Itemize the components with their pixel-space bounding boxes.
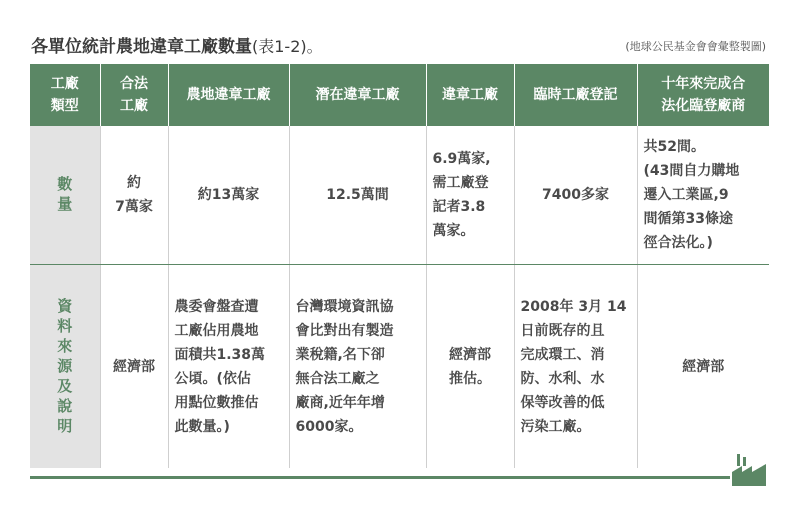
page-title <box>31 32 323 57</box>
table-cell: 約13萬家 <box>168 126 289 265</box>
header-legal: 合法 工廠 <box>100 64 168 126</box>
header-illegal: 違章工廠 <box>426 64 514 126</box>
header-type: 工廠 類型 <box>30 64 100 126</box>
table-cell: 台灣環境資訊協 會比對出有製造 業稅籍,名下卻 無合法工廠之 廠商,近年年增 6000家。 <box>289 265 426 469</box>
header-row <box>30 64 769 126</box>
table-cell: 農委會盤查遭 工廠佔用農地 面積共1.38萬 公頃。(依佔 用點位數推估 此數量。) <box>168 265 289 469</box>
factory-count-table <box>30 64 769 468</box>
table-cell: 6.9萬家, 需工廠登 記者3.8 萬家。 <box>426 126 514 265</box>
header-potential-illegal: 潛在違章工廠 <box>289 64 426 126</box>
header-legalized: 十年來完成合 法化臨登廠商 <box>637 64 769 126</box>
table-row <box>30 265 769 469</box>
bottom-divider <box>30 476 730 479</box>
source-note: (地球公民基金會會彙整製圖) <box>625 40 766 53</box>
title-text: 各單位統計農地違章工廠數量 <box>31 37 252 57</box>
row-label-source: 資料來源及說明 <box>30 265 100 469</box>
table-cell: 12.5萬間 <box>289 126 426 265</box>
table-cell: 共52間。 (43間自力購地 遷入工業區,9 間循第33條途 徑合法化。) <box>637 126 769 265</box>
factory-icon <box>730 452 768 488</box>
header-temporary-registration: 臨時工廠登記 <box>514 64 637 126</box>
table-cell: 經濟部 推估。 <box>426 265 514 469</box>
table-cell: 約 7萬家 <box>100 126 168 265</box>
title-bar <box>31 32 780 56</box>
table-cell: 經濟部 <box>100 265 168 469</box>
title-ref: (表1-2)。 <box>252 37 323 56</box>
table-cell: 經濟部 <box>637 265 769 469</box>
row-label-count: 數量 <box>30 126 100 265</box>
table-row <box>30 126 769 265</box>
table-cell: 2008年 3月 14 日前既存的且 完成環工、消 防、水利、水 保等改善的低 污染工廠。 <box>514 265 637 469</box>
table-cell: 7400多家 <box>514 126 637 265</box>
header-farmland-illegal: 農地違章工廠 <box>168 64 289 126</box>
